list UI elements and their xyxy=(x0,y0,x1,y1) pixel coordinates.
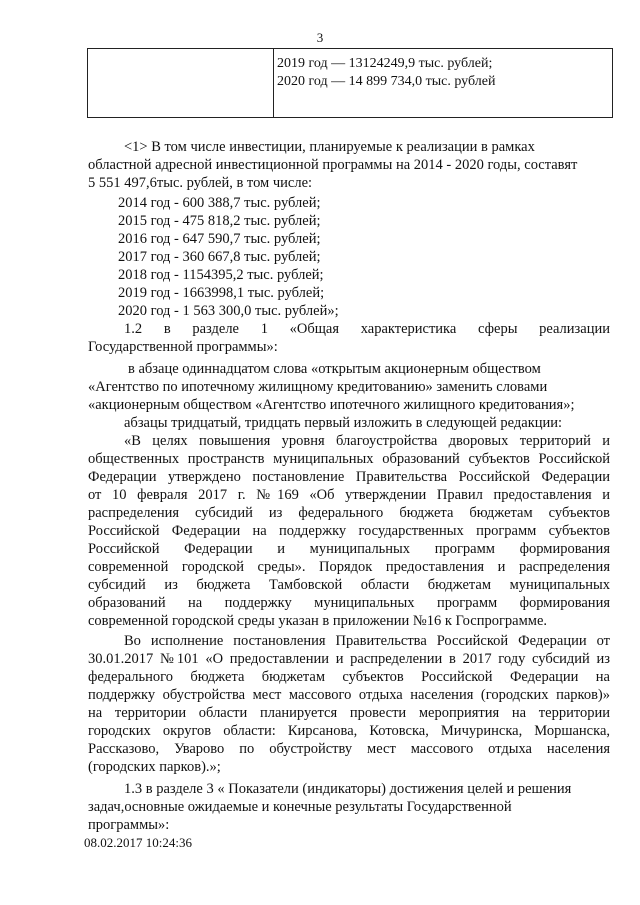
table-row-2019: 2019 год — 13124249,9 тыс. рублей; xyxy=(277,56,493,71)
quote-line-4: от 10 февраля 2017 г. №169 «Об утверждении Правил предоставления и xyxy=(88,487,610,503)
year-2020: 2020 год - 1 563 300,0 тыс. рублей»; xyxy=(118,303,339,319)
quote-line-1: «В целях повышения уровня благоустройства дворовых территорий и xyxy=(124,433,610,449)
footnote-line-1: <1> В том числе инвестиции, планируемые к реализации в рамках xyxy=(124,139,535,155)
section-1-2-heading-line-2: Государственной программы»: xyxy=(88,339,278,355)
paragraph-11-line-2: «Агентство по ипотечному жилищному кредитованию» заменить словами xyxy=(88,379,548,395)
footnote-line-3: 5 551 497,6тыс. рублей, в том числе: xyxy=(88,175,313,191)
paragraph-11-line-1: в абзаце одиннадцатом слова «открытым акционерным обществом xyxy=(128,361,541,377)
page-number: 3 xyxy=(316,30,324,45)
paragraph-11-line-3: «акционерным обществом «Агентство ипотечного жилищного кредитования»; xyxy=(88,397,575,413)
execution-line-8: (городских парков).»; xyxy=(88,759,221,775)
execution-line-5: на территории области планируется провести мероприятия на территории xyxy=(88,705,610,721)
quote-line-2: общественных пространств муниципальных образований субъектов Российской xyxy=(88,451,610,467)
execution-line-6: городских округов области: Кирсанова, Котовска, Мичуринска, Моршанска, xyxy=(88,723,610,739)
section-1-3-line-1: 1.3 в разделе 3 « Показатели (индикаторы) достижения целей и решения xyxy=(124,781,572,797)
quote-line-3: Федерации утверждено постановление Правительства Российской Федерации xyxy=(88,469,610,485)
execution-line-7: Рассказово, Уварово по обустройству мест массового отдыха населения xyxy=(88,741,610,757)
year-2014: 2014 год - 600 388,7 тыс. рублей; xyxy=(118,195,321,211)
quote-line-7: Российской Федерации и муниципальных программ формирования xyxy=(88,541,610,557)
table-border-middle xyxy=(273,49,274,117)
table-row-2020: 2020 год — 14 899 734,0 тыс. рублей xyxy=(277,74,496,89)
year-2017: 2017 год - 360 667,8 тыс. рублей; xyxy=(118,249,321,265)
quote-line-5: распределения субсидий из федерального бюджета бюджетам субъектов xyxy=(88,505,610,521)
table-border-right xyxy=(612,49,613,117)
year-2019: 2019 год - 1663998,1 тыс. рублей; xyxy=(118,285,325,301)
year-2015: 2015 год - 475 818,2 тыс. рублей; xyxy=(118,213,321,229)
quote-line-9: субсидий из бюджета Тамбовской области бюджетам муниципальных xyxy=(88,577,610,593)
quote-line-8: современной городской среды». Порядок предоставления и распределения xyxy=(88,559,610,575)
continuation-table xyxy=(87,48,613,118)
execution-line-3: федерального бюджета бюджетам субъектов Российской Федерации на xyxy=(88,669,610,685)
table-cell-financing xyxy=(277,55,495,91)
section-1-3-line-3: программы»: xyxy=(88,817,170,833)
quote-line-11: современной городской среды указан в приложении №16 к Госпрограмме. xyxy=(88,613,548,629)
table-border-left xyxy=(87,49,88,117)
quote-line-10: образований на поддержку муниципальных программ формирования xyxy=(88,595,610,611)
execution-line-2: 30.01.2017 №101 «О предоставлении и распределении в 2017 году субсидий из xyxy=(88,651,610,667)
section-1-3-line-2: задач,основные ожидаемые и конечные результаты Государственной xyxy=(88,799,512,815)
footnote-line-2: областной адресной инвестиционной программы на 2014 - 2020 годы, составят xyxy=(88,157,578,173)
paragraph-30-31-intro: абзацы тридцатый, тридцать первый изложить в следующей редакции: xyxy=(124,415,563,431)
section-1-2-heading-line-1: 1.2 в разделе 1 «Общая характеристика сферы реализации xyxy=(124,321,610,337)
execution-line-1: Во исполнение постановления Правительства Российской Федерации от xyxy=(124,633,610,649)
print-timestamp: 08.02.2017 10:24:36 xyxy=(84,835,192,850)
year-2016: 2016 год - 647 590,7 тыс. рублей; xyxy=(118,231,321,247)
quote-line-6: Российской Федерации на поддержку государственных программ субъектов xyxy=(88,523,610,539)
year-2018: 2018 год - 1154395,2 тыс. рублей; xyxy=(118,267,324,283)
execution-line-4: поддержку обустройства мест массового отдыха населения (городских парков)» xyxy=(88,687,610,703)
